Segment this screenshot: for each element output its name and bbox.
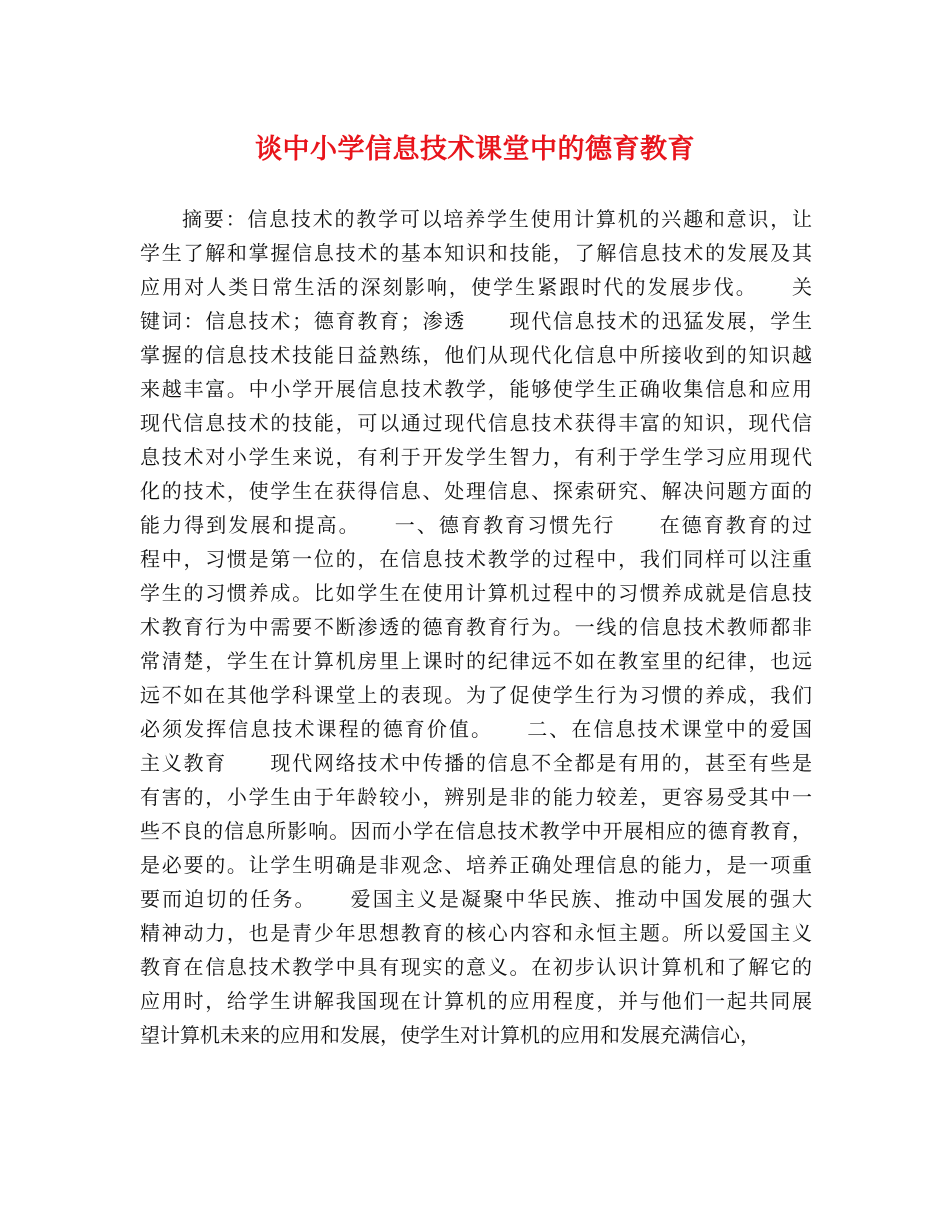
text-line: 现代信息技术的技能，可以通过现代信息技术获得丰富的知识，现代信 [140, 411, 812, 435]
text-line: 摘要：信息技术的教学可以培养学生使用计算机的兴趣和意识，让 [182, 207, 812, 231]
text-line: 远不如在其他学科课堂上的表现。为了促使学生行为习惯的养成，我们 [140, 683, 812, 707]
text-line: 键词：信息技术；德育教育；渗透 现代信息技术的迅猛发展，学生 [140, 309, 812, 333]
text-line: 息技术对小学生来说，有利于开发学生智力，有利于学生学习应用现代 [140, 445, 812, 469]
text-line: 学生了解和掌握信息技术的基本知识和技能，了解信息技术的发展及其 [140, 241, 812, 265]
text-line: 程中，习惯是第一位的，在信息技术教学的过程中，我们同样可以注重 [140, 547, 812, 571]
text-line: 有害的，小学生由于年龄较小，辨别是非的能力较差，更容易受其中一 [140, 785, 812, 809]
text-line: 主义教育 现代网络技术中传播的信息不全都是有用的，甚至有些是 [140, 751, 812, 775]
text-line: 能力得到发展和提高。 一、德育教育习惯先行 在德育教育的过 [140, 513, 812, 537]
document-title: 谈中小学信息技术课堂中的德育教育 [255, 134, 695, 165]
text-line: 是必要的。让学生明确是非观念、培养正确处理信息的能力，是一项重 [140, 853, 812, 877]
text-line: 必须发挥信息技术课程的德育价值。 二、在信息技术课堂中的爱国 [140, 717, 812, 741]
text-line: 常清楚，学生在计算机房里上课时的纪律远不如在教室里的纪律，也远 [140, 649, 812, 673]
document-body [140, 202, 812, 1052]
text-line: 应用时，给学生讲解我国现在计算机的应用程度，并与他们一起共同展 [140, 989, 812, 1013]
text-line: 掌握的信息技术技能日益熟练，他们从现代化信息中所接收到的知识越 [140, 343, 812, 367]
text-line: 精神动力，也是青少年思想教育的核心内容和永恒主题。所以爱国主义 [140, 921, 812, 945]
text-line: 望计算机未来的应用和发展，使学生对计算机的应用和发展充满信心， [140, 1023, 760, 1047]
text-line: 学生的习惯养成。比如学生在使用计算机过程中的习惯养成就是信息技 [140, 581, 812, 605]
text-line: 教育在信息技术教学中具有现实的意义。在初步认识计算机和了解它的 [140, 955, 812, 979]
text-line: 来越丰富。中小学开展信息技术教学，能够使学生正确收集信息和应用 [140, 377, 812, 401]
text-line: 些不良的信息所影响。因而小学在信息技术教学中开展相应的德育教育， [140, 819, 812, 843]
text-line: 术教育行为中需要不断渗透的德育教育行为。一线的信息技术教师都非 [140, 615, 812, 639]
text-line: 化的技术，使学生在获得信息、处理信息、探索研究、解决问题方面的 [140, 479, 812, 503]
text-line: 应用对人类日常生活的深刻影响，使学生紧跟时代的发展步伐。 关 [140, 275, 812, 299]
text-line: 要而迫切的任务。 爱国主义是凝聚中华民族、推动中国发展的强大 [140, 887, 812, 911]
